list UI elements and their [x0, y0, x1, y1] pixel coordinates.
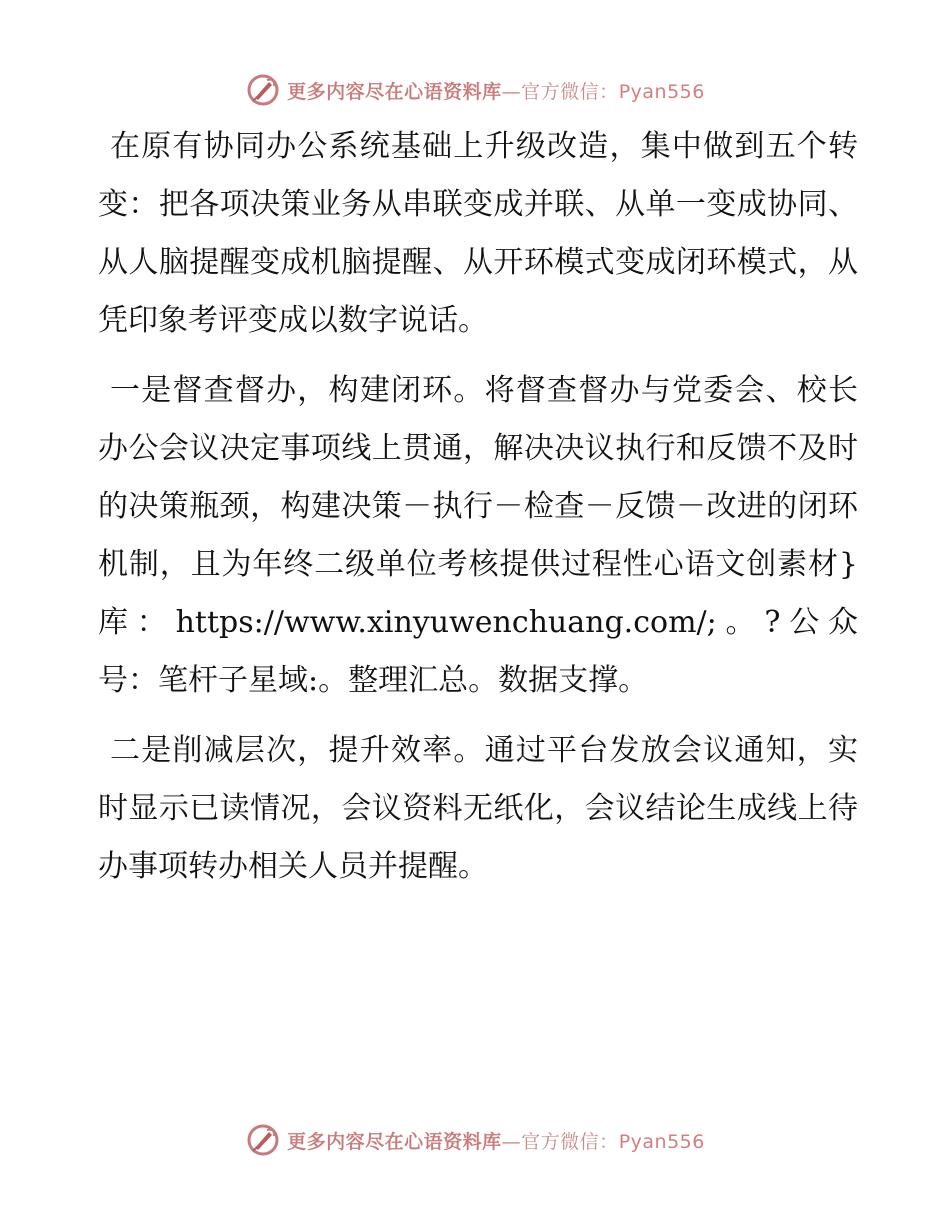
- footer-banner: [0, 1120, 950, 1160]
- quill-pen-icon: [245, 72, 281, 108]
- header-wechat-label: 官方微信：: [521, 80, 619, 103]
- footer-separator: —: [501, 1130, 522, 1153]
- footer-brand: 更多内容尽在心语资料库: [287, 1130, 502, 1153]
- header-wechat-id: Pyan556: [618, 80, 705, 103]
- document-body: [98, 118, 858, 908]
- footer-wechat-id: Pyan556: [618, 1130, 705, 1153]
- header-banner: [0, 70, 950, 110]
- header-text: [287, 77, 705, 104]
- header-separator: —: [501, 80, 522, 103]
- footer-wechat-label: 官方微信：: [521, 1130, 619, 1153]
- paragraph-efficiency: 二是削减层次，提升效率。通过平台发放会议通知，实时显示已读情况，会议资料无纸化，会议结论生成线上待办事项转办相关人员并提醒。: [98, 733, 858, 884]
- paragraph-intro: 在原有协同办公系统基础上升级改造，集中做到五个转变：把各项决策业务从串联变成并联、从单一变成协同、从人脑提醒变成机脑提醒、从开环模式变成闭环模式，从凭印象考评变成以数字说话。: [98, 129, 858, 338]
- paragraph-supervision: 一是督查督办，构建闭环。将督查督办与党委会、校长办公会议决定事项线上贯通，解决决议执行和反馈不及时的决策瓶颈，构建决策－执行－检查－反馈－改进的闭环机制，且为年终二级单位考核提供过程性心语文创素材}库：https://www.xinyuwenchuang.com/;。?公众号：笔杆子星域:。整理汇总。数据支撑。: [98, 373, 858, 698]
- quill-pen-icon: [245, 1122, 281, 1158]
- header-brand: 更多内容尽在心语资料库: [287, 80, 502, 103]
- footer-text: [287, 1127, 705, 1154]
